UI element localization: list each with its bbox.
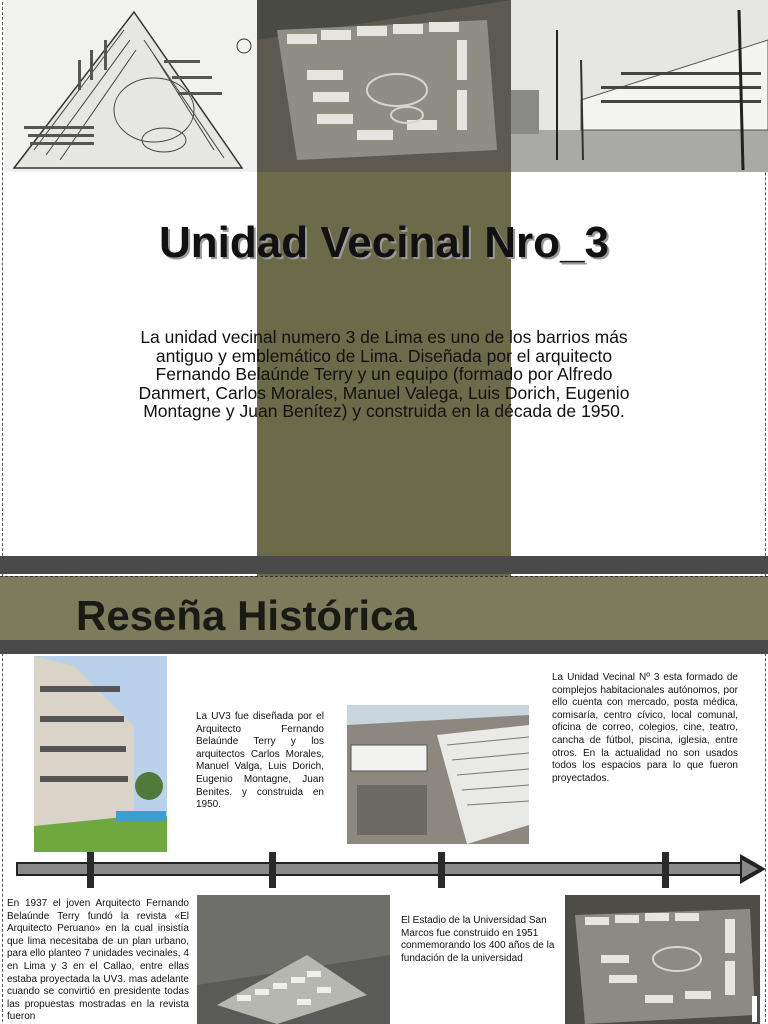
timeline-bar xyxy=(16,862,744,876)
street-photo-top xyxy=(511,0,768,172)
text-formado: La Unidad Vecinal Nº 3 esta formado de complejos habitacionales autónomos, por ello cuenta con mercado, posta médica, comisaría, centro cívico, local comunal, oficina de correo, colegios, cine, teatro, cancha de fútbol, piscina, iglesia, entre otros. En la actualidad no son usados todos los espacios para lo que fueron proyectados. xyxy=(552,672,738,784)
building-photo xyxy=(34,656,167,852)
timeline-tick xyxy=(438,852,445,888)
stadium-photo xyxy=(347,705,529,844)
timeline-tick xyxy=(662,852,669,888)
aerial-photo-top xyxy=(257,0,511,172)
timeline-arrow-inner xyxy=(742,860,758,878)
edge-mark xyxy=(752,996,757,1022)
site-plan-drawing xyxy=(4,0,257,172)
text-uv3: La UV3 fue diseñada por el Arquitecto Fernando Belaúnde Terry y los arquitectos Carlos Morales, Manuel Valga, Luis Dorich, Eugenio Montagne, Juan Benites. y construida en 1950. xyxy=(196,711,324,811)
text-1937: En 1937 el joven Arquitecto Fernando Belaúnde Terry fundó la revista «El Arquitecto Peruano» en la cual insistía que lima necesitaba de un plan urbano, para ello planteo 7 unidades vecinales, 4 en Lima y 3 en el Callao, entre ellas estaba proyectada la UV3. mas adelante cuando se convirtió en presidente todas las propuestas mostradas en la revista fueron xyxy=(7,898,189,1023)
divider-band-lower xyxy=(0,640,768,654)
intro-paragraph: La unidad vecinal numero 3 de Lima es uno de los barrios más antiguo y emblemático de Lima. Diseñada por el arquitecto Fernando Belaúnde Terry y un equipo (formado por Alfredo Danmert, Carlos Morales, Manuel Valega, Luis Dorich, Eugenio Montagne y Juan Benítez) y construida en la década de 1950. xyxy=(138,327,630,421)
text-estadio: El Estadio de la Universidad San Marcos fue construido en 1951 conmemorando los 400 años de la fundación de la universidad xyxy=(401,915,555,964)
section-title: Reseña Histórica xyxy=(76,592,417,639)
timeline-tick xyxy=(87,852,94,888)
divider-band xyxy=(0,556,768,574)
aerial-photo-bottom-right xyxy=(565,895,760,1024)
timeline-tick xyxy=(269,852,276,888)
page-title: Unidad Vecinal Nro_3 xyxy=(159,218,609,267)
aerial-photo-bottom xyxy=(197,895,390,1024)
